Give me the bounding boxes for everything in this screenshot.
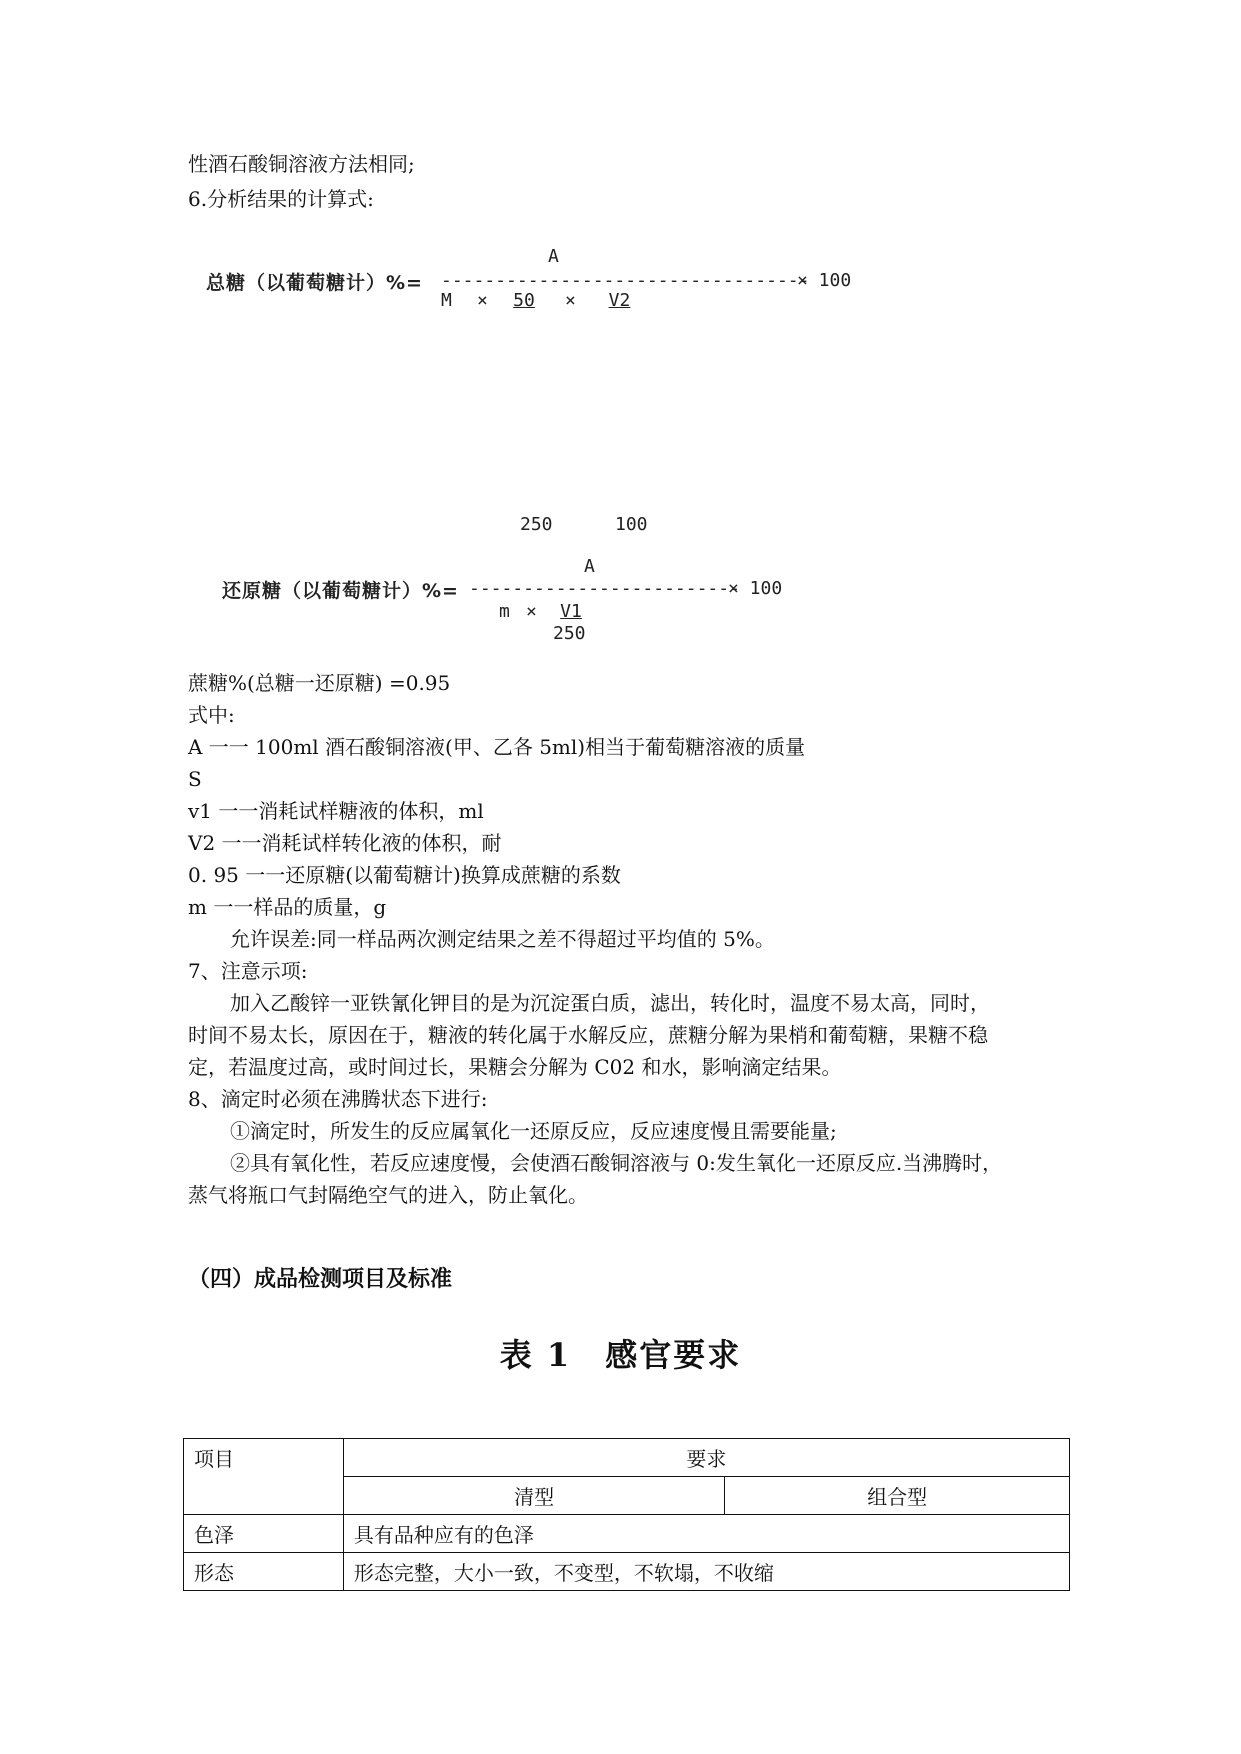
formula2-top-250: 250 [520, 514, 553, 535]
formula2-denominator-m: m [499, 601, 510, 622]
formula1-label: 总糖（以葡萄糖计）%= [206, 272, 423, 294]
formula2-times-100: × 100 [728, 578, 783, 599]
table-header-requirement: 要求 [343, 1439, 1069, 1477]
formula1-fraction-bar: ---------------------------------- [441, 270, 810, 291]
text-line: 蒸气将瓶口气封隔绝空气的进入，防止氧化。 [188, 1183, 588, 1207]
text-line: V2 一一消耗试样转化液的体积，耐 [188, 831, 502, 855]
text-line: A 一一 100ml 酒石酸铜溶液(甲、乙各 5ml)相当于葡萄糖溶液的质量 [188, 735, 806, 759]
text-line: ①滴定时，所发生的反应属氧化一还原反应，反应速度慢且需要能量; [230, 1119, 837, 1143]
text-line: 0. 95 一一还原糖(以葡萄糖计)换算成蔗糖的系数 [188, 863, 621, 887]
text-line: 8、滴定时必须在沸腾状态下进行: [188, 1087, 488, 1111]
text-line: 允许误差:同一样品两次测定结果之差不得超过平均值的 5%。 [230, 927, 775, 951]
table-cell-value: 形态完整，大小一致，不变型，不软塌，不收缩 [343, 1553, 1069, 1591]
sensory-requirements-table [183, 1438, 1070, 1591]
text-line: v1 一一消耗试样糖液的体积，ml [188, 799, 484, 823]
table-header-zuhe: 组合型 [725, 1477, 1070, 1515]
table-header-row [184, 1439, 1070, 1477]
table-row [184, 1515, 1070, 1553]
text-line: 蔗糖%(总糖一还原糖) =0.95 [188, 671, 451, 695]
formula2-label: 还原糖（以葡萄糖计）%= [222, 580, 459, 602]
table-cell-item: 形态 [184, 1553, 344, 1591]
table-title: 表 1 感官要求 [499, 1336, 742, 1374]
table-row [184, 1553, 1070, 1591]
table-cell-value: 具有品种应有的色泽 [343, 1515, 1069, 1553]
section-heading: （四）成品检测项目及标准 [188, 1267, 453, 1292]
formula2-denominator-v1: V1 [560, 601, 582, 622]
formula1-numerator: A [548, 246, 559, 267]
calc-heading: 6.分析结果的计算式: [188, 187, 374, 211]
text-line: ②具有氧化性，若反应速度慢，会使酒石酸铜溶液与 0:发生氧化一还原反应.当沸腾时， [230, 1151, 1003, 1175]
formula1-denominator-times: × [565, 290, 576, 311]
text-line: 性酒石酸铜溶液方法相同; [188, 152, 415, 176]
formula1-denominator-v2: V2 [608, 290, 631, 311]
table-cell-item: 色泽 [184, 1515, 344, 1553]
formula2-denominator-250: 250 [553, 623, 586, 644]
text-line: 时间不易太长，原因在于，糖液的转化属于水解反应，蔗糖分解为果梢和葡萄糖，果糖不稳 [188, 1023, 988, 1047]
formula2-denominator-times: × [526, 601, 537, 622]
text-line: m 一一样品的质量，g [188, 895, 387, 919]
formula1-denominator-m: M [441, 290, 452, 311]
text-line: 7、注意示项: [188, 959, 308, 983]
text-line: 定，若温度过高，或时间过长，果糖会分解为 C02 和水，影响滴定结果。 [188, 1055, 842, 1079]
table-header-qing: 清型 [343, 1477, 725, 1515]
formula2-fraction-bar: ------------------------- [469, 578, 740, 599]
formula2-numerator: A [584, 556, 595, 577]
formula1-denominator-times: × [477, 290, 488, 311]
table-header-item: 项目 [184, 1439, 344, 1515]
formula1-times-100: × 100 [797, 270, 852, 291]
formula1-denominator-50: 50 [513, 290, 535, 311]
text-line: 加入乙酸锌一亚铁氰化钾目的是为沉淀蛋白质，滤出，转化时，温度不易太高，同时， [230, 991, 990, 1015]
formula2-top-100: 100 [615, 514, 648, 535]
text-line: S [188, 767, 202, 791]
text-line: 式中: [188, 703, 235, 727]
